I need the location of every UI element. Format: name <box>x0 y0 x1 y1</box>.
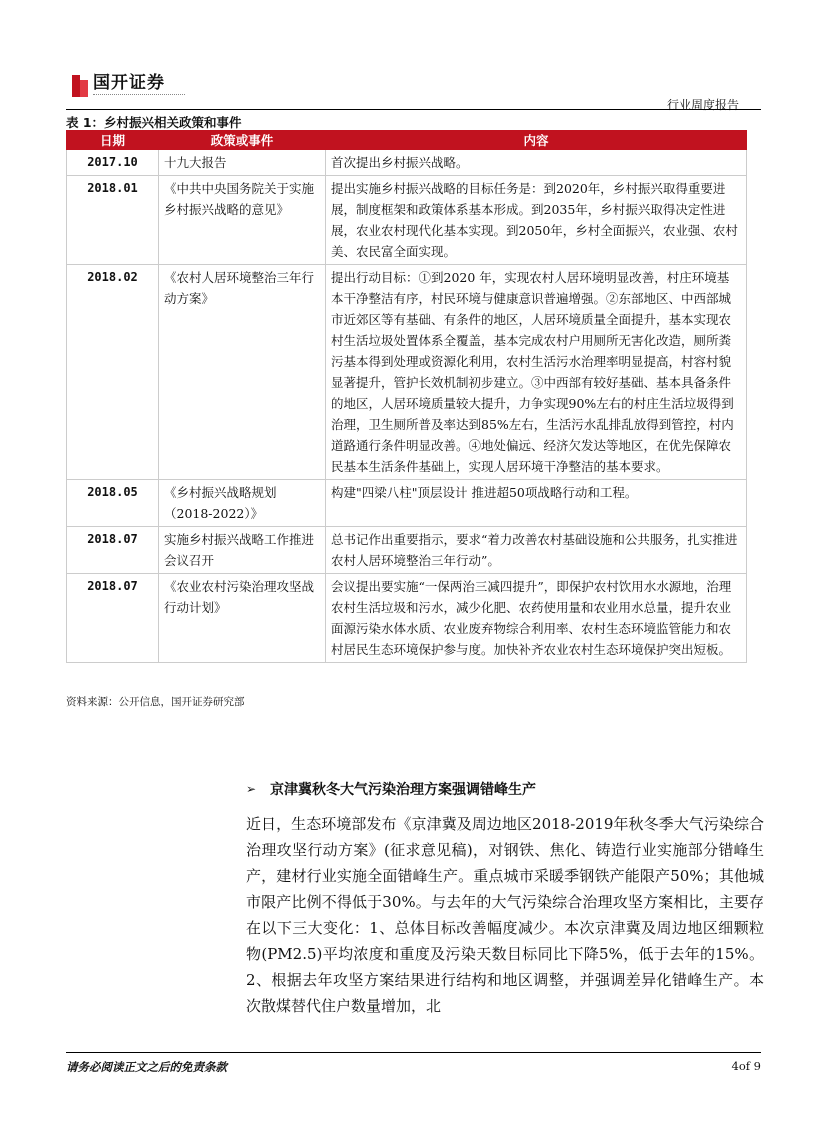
logo-mark-icon <box>72 75 88 97</box>
row-content: 首次提出乡村振兴战略。 <box>326 150 747 176</box>
policy-table <box>66 130 747 663</box>
row-event: 《农村人居环境整治三年行动方案》 <box>159 265 326 480</box>
row-date: 2018.02 <box>67 265 159 480</box>
table-row <box>67 176 747 265</box>
table-row <box>67 527 747 574</box>
column-header-date: 日期 <box>67 131 159 150</box>
table-row <box>67 480 747 527</box>
row-content: 提出行动目标：①到2020 年，实现农村人居环境明显改善，村庄环境基本干净整洁有序，村民环境与健康意识普遍增强。②东部地区、中西部城市近郊区等有基础、有条件的地区，人居环境质量全面提升，基本实现农村生活垃圾处置体系全覆盖，基本完成农村户用厕所无害化改造，厕所粪污基本得到处理或资源化利用，农村生活污水治理率明显提高，村容村貌显著提升，管护长效机制初步建立。③中西部有较好基础、基本具备条件的地区，人居环境质量较大提升，力争实现90%左右的村庄生活垃圾得到治理，卫生厕所普及率达到85%左右，生活污水乱排乱放得到管控，村内道路通行条件明显改善。④地处偏远、经济欠发达等地区，在优先保障农民基本生活条件基础上，实现人居环境干净整洁的基本要求。 <box>326 265 747 480</box>
table-header-row <box>67 131 747 150</box>
table-caption: 表 1：乡村振兴相关政策和事件 <box>66 115 242 130</box>
table-row <box>67 150 747 176</box>
row-event: 十九大报告 <box>159 150 326 176</box>
table-row <box>67 265 747 480</box>
header-divider <box>66 109 761 110</box>
section-body: 近日，生态环境部发布《京津冀及周边地区2018-2019年秋冬季大气污染综合治理攻坚行动方案》(征求意见稿)，对钢铁、焦化、铸造行业实施部分错峰生产，建材行业实施全面错峰生产。重点城市采暖季钢铁产能限产50%；其他城市限产比例不得低于30%。与去年的大气污染综合治理攻坚方案相比，主要存在以下三大变化：1、总体目标改善幅度减少。本次京津冀及周边地区细颗粒物(PM2.5)平均浓度和重度及污染天数目标同比下降5%，低于去年的15%。2、根据去年攻坚方案结果进行结构和地区调整，并强调差异化错峰生产。本次散煤替代住户数量增加，北 <box>246 815 764 1015</box>
company-logo <box>72 74 185 98</box>
column-header-content: 内容 <box>326 131 747 150</box>
row-date: 2018.07 <box>67 527 159 574</box>
row-event: 《中共中央国务院关于实施乡村振兴战略的意见》 <box>159 176 326 265</box>
logo-name: 国开证券 <box>93 73 165 93</box>
table-row <box>67 574 747 663</box>
logo-underline <box>93 94 185 98</box>
row-content: 会议提出要实施“一保两治三减四提升”，即保护农村饮用水水源地，治理农村生活垃圾和污水，减少化肥、农药使用量和农业用水总量，提升农业面源污染水体水质、农业废弃物综合利用率、农村生态环境监管能力和农村居民生态环境保护参与度。加快补齐农业农村生态环境保护突出短板。 <box>326 574 747 663</box>
row-event: 《乡村振兴战略规划（2018-2022）》 <box>159 480 326 527</box>
report-type: 行业周度报告 <box>666 98 739 112</box>
page-number: 4of 9 <box>731 1059 761 1073</box>
row-content: 构建"四梁八柱"顶层设计 推进超50项战略行动和工程。 <box>326 480 747 527</box>
section-title: 京津冀秋冬大气污染治理方案强调错峰生产 <box>270 782 537 798</box>
row-event: 实施乡村振兴战略工作推进会议召开 <box>159 527 326 574</box>
row-date: 2018.07 <box>67 574 159 663</box>
row-date: 2017.10 <box>67 150 159 176</box>
row-date: 2018.01 <box>67 176 159 265</box>
row-content: 总书记作出重要指示，要求“着力改善农村基础设施和公共服务，扎实推进农村人居环境整治三年行动”。 <box>326 527 747 574</box>
section-heading <box>246 779 536 799</box>
row-date: 2018.05 <box>67 480 159 527</box>
arrow-bullet-icon: ➢ <box>246 782 257 796</box>
disclaimer-note: 请务必阅读正文之后的免责条款 <box>66 1060 227 1074</box>
row-event: 《农业农村污染治理攻坚战行动计划》 <box>159 574 326 663</box>
column-header-event: 政策或事件 <box>159 131 326 150</box>
footer-divider <box>66 1052 761 1053</box>
table-source: 资料来源：公开信息，国开证券研究部 <box>66 696 245 708</box>
row-content: 提出实施乡村振兴战略的目标任务是：到2020年，乡村振兴取得重要进展，制度框架和政策体系基本形成。到2035年，乡村振兴取得决定性进展，农业农村现代化基本实现。到2050年，乡村全面振兴，农业强、农村美、农民富全面实现。 <box>326 176 747 265</box>
